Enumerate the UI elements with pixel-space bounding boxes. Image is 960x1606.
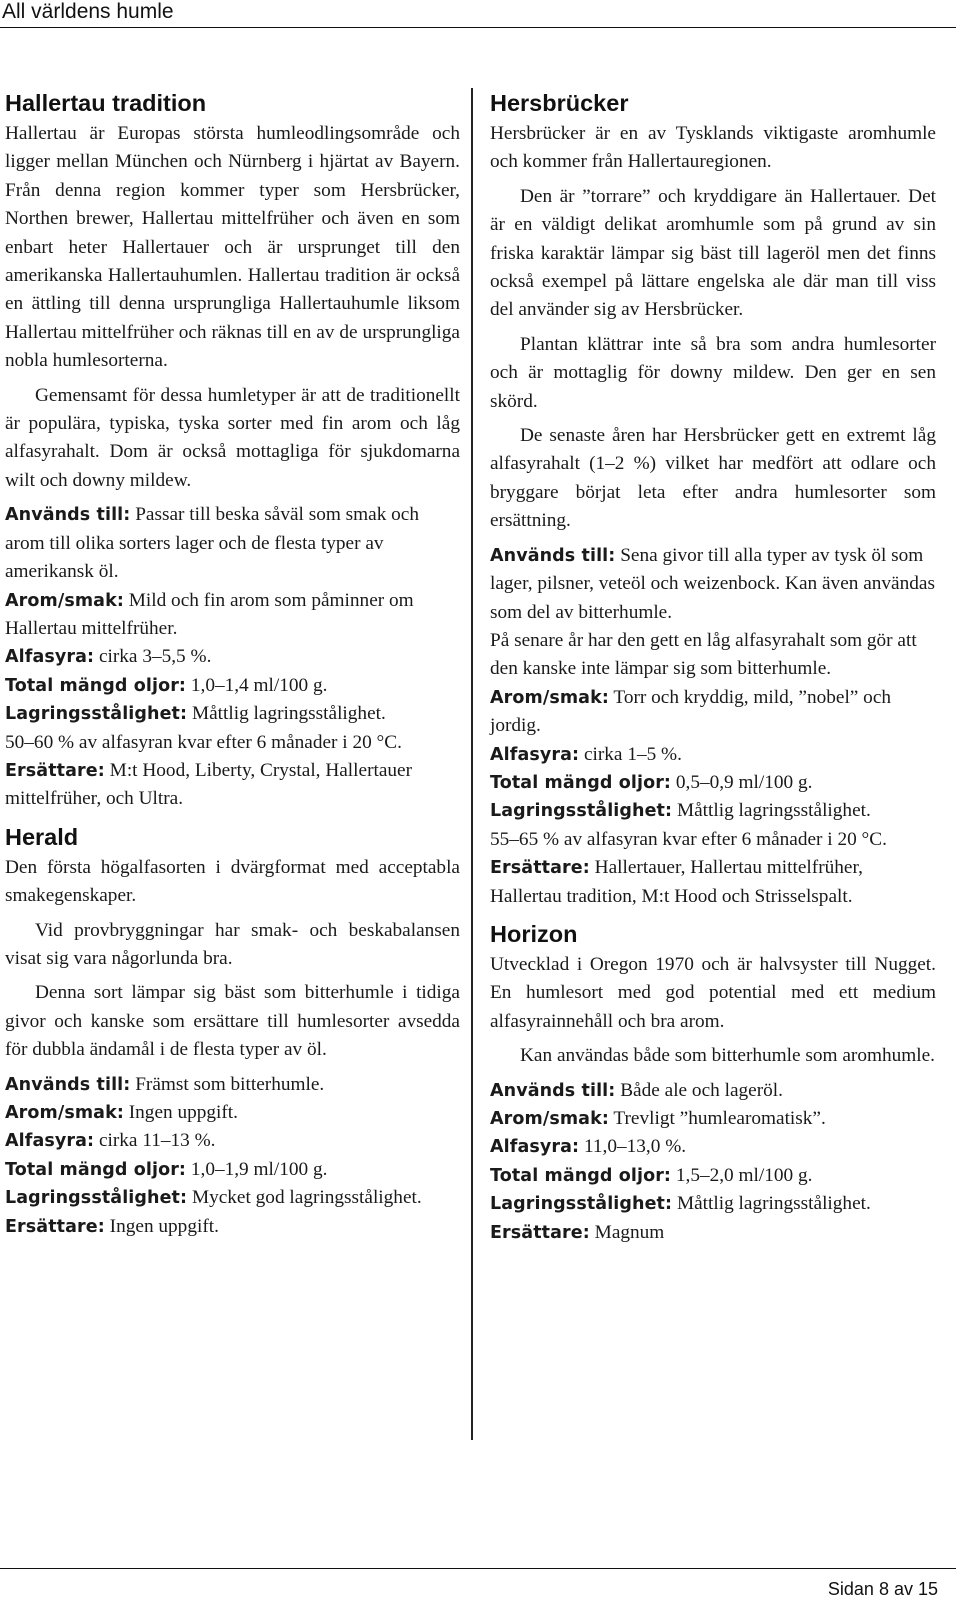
fact-value: 1,0–1,9 ml/100 g.: [186, 1158, 328, 1180]
fact-storage: [5, 700, 460, 728]
heading-hallertau-tradition: Hallertau tradition: [5, 90, 207, 116]
paragraph: Gemensamt för dessa humletyper är att de traditionellt är populära, typiska, tyska sorter med fin arom och låg alfasyrahalt. Dom är också mottagliga för sjukdomarna wilt och downy mildew.: [5, 384, 460, 491]
fact-label: Ersättare:: [490, 1222, 590, 1243]
fact-value: M:t Hood, Liberty, Crystal, Hallertauer mittelfrüher, och Ultra.: [5, 759, 413, 810]
fact-value: Ingen uppgift.: [123, 1102, 238, 1123]
fact-label: Alfasyra:: [490, 744, 580, 765]
fact-value: Magnum: [589, 1221, 665, 1243]
fact-oil: [490, 769, 936, 797]
fact-alpha: [5, 1127, 460, 1155]
section-horizon: [490, 919, 936, 1247]
fact-aroma: [5, 587, 460, 644]
left-column: [5, 84, 460, 1249]
fact-used-extra: På senare år har den gett en låg alfasyrahalt som gör att den kanske inte lämpar sig som bitterhumle.: [490, 629, 917, 680]
fact-substitutes: [5, 757, 460, 814]
heading-herald: Herald: [5, 823, 79, 850]
fact-label: Alfasyra:: [5, 1131, 95, 1152]
fact-label: Lagringsstålighet:: [5, 1188, 188, 1209]
fact-label: Arom/smak:: [490, 687, 609, 708]
fact-label: Lagringsstålighet:: [5, 704, 188, 725]
fact-value: Torr och kryddig, mild, ”nobel” och jordig.: [490, 686, 892, 737]
page-footer: [0, 1568, 956, 1606]
fact-label: Alfasyra:: [5, 647, 95, 668]
paragraph: Hersbrücker är en av Tysklands viktigaste aromhumle och kommer från Hallertauregionen.: [490, 123, 936, 173]
fact-oil: [5, 672, 460, 700]
fact-used: [490, 1077, 936, 1105]
right-column: [490, 84, 936, 1255]
fact-value: Trevligt ”humlearomatisk”.: [608, 1108, 826, 1129]
fact-value: Måttlig lagringsstålighet.: [672, 800, 871, 822]
fact-value: Mycket god lagringsstålighet.: [187, 1187, 422, 1209]
heading-hersbrucker: Hersbrücker: [490, 90, 629, 116]
fact-value: cirka 11–13 %.: [94, 1130, 216, 1152]
fact-value: Både ale och lageröl.: [615, 1079, 783, 1101]
fact-label: Lagringsstålighet:: [490, 801, 673, 822]
heading-horizon: Horizon: [490, 920, 578, 947]
fact-aroma: [490, 1105, 936, 1133]
fact-substitutes: [490, 1219, 936, 1247]
fact-value: cirka 1–5 %.: [579, 743, 682, 765]
fact-value: cirka 3–5,5 %.: [94, 646, 212, 668]
fact-aroma: [490, 684, 936, 741]
fact-value: Sena givor till alla typer av tysk öl som lager, pilsner, veteöl och weizenbock. Kan även användas som del av bitterhumle.: [490, 544, 935, 623]
fact-used: [490, 542, 936, 627]
facts-list: [490, 1077, 936, 1247]
section-herald: [5, 822, 460, 1241]
facts-list: [5, 1071, 460, 1241]
section-hersbrucker: [490, 88, 936, 911]
fact-storage-extra: 50–60 % av alfasyran kvar efter 6 månader i 20 °C.: [5, 731, 402, 753]
fact-used: [5, 501, 460, 586]
page-number: Sidan 8 av 15: [827, 1579, 938, 1599]
paragraph: Kan användas både som bitterhumle som aromhumle.: [520, 1045, 935, 1067]
fact-value: 1,5–2,0 ml/100 g.: [671, 1164, 813, 1186]
paragraph: De senaste åren har Hersbrücker gett en extremt låg alfasyrahalt (1–2 %) vilket har medfört att odlare och bryggare börjat leta efter andra humlesorter som ersättning.: [490, 425, 936, 532]
fact-alpha: [5, 643, 460, 671]
page-header: [0, 0, 956, 28]
paragraph: Den är ”torrare” och kryddigare än Hallertauer. Det är en väldigt delikat aromhumle som på grund av sin friska karaktär lämpar sig bäst till lageröl men det finns också exempel på lättare engelska ale där man till viss del använder sig av Hersbrücker.: [490, 185, 936, 321]
fact-storage: [490, 797, 936, 825]
document-title: All världens humle: [2, 0, 174, 23]
fact-value: Passar till beska såväl som smak och arom till olika sorters lager och de flesta typer av amerikansk öl.: [5, 504, 420, 583]
fact-label: Total mängd oljor:: [5, 675, 187, 696]
fact-oil: [5, 1156, 460, 1184]
fact-storage: [490, 1190, 936, 1218]
fact-label: Används till:: [5, 505, 131, 526]
fact-alpha: [490, 1133, 936, 1161]
fact-label: Lagringsstålighet:: [490, 1194, 673, 1215]
fact-label: Ersättare:: [5, 1216, 105, 1237]
fact-storage-extra: 55–65 % av alfasyran kvar efter 6 månader i 20 °C.: [490, 828, 887, 850]
fact-label: Total mängd oljor:: [490, 772, 672, 793]
fact-value: Ingen uppgift.: [104, 1215, 219, 1237]
fact-alpha: [490, 741, 936, 769]
fact-value: Hallertauer, Hallertau mittelfrüher, Hallertau tradition, M:t Hood och Strisselspalt.: [490, 857, 863, 907]
fact-label: Ersättare:: [5, 760, 105, 781]
paragraph: Utvecklad i Oregon 1970 och är halvsyster till Nugget. En humlesort med god potential med ett medium alfasyrainnehåll och bra arom.: [490, 953, 936, 1032]
fact-label: Arom/smak:: [5, 1103, 124, 1123]
fact-value: 0,5–0,9 ml/100 g.: [671, 771, 813, 793]
fact-label: Arom/smak:: [490, 1109, 609, 1129]
fact-storage: [5, 1184, 460, 1212]
fact-label: Används till:: [490, 545, 616, 566]
fact-label: Total mängd oljor:: [5, 1159, 187, 1180]
fact-value: Måttlig lagringsstålighet.: [187, 703, 386, 725]
fact-label: Används till:: [5, 1074, 131, 1095]
facts-list: [490, 542, 936, 911]
fact-label: Arom/smak:: [5, 590, 124, 611]
fact-value: Främst som bitterhumle.: [130, 1073, 325, 1095]
paragraph: Den första högalfasorten i dvärgformat med acceptabla smakegenskaper.: [5, 856, 460, 907]
column-divider: [471, 88, 473, 1440]
fact-substitutes: [490, 854, 936, 911]
paragraph: Vid provbryggningar har smak- och beskabalansen visat sig vara någorlunda bra.: [5, 919, 460, 969]
fact-label: Används till:: [490, 1080, 616, 1101]
paragraph: Plantan klättrar inte så bra som andra humlesorter och är mottaglig för downy mildew. Den ger en sen skörd.: [490, 333, 936, 412]
fact-used: [5, 1071, 460, 1099]
paragraph: Denna sort lämpar sig bäst som bitterhumle i tidiga givor och kanske som ersättare till humlesorter avsedda för dubbla ändamål i de flesta typer av öl.: [5, 982, 460, 1061]
fact-oil: [490, 1162, 936, 1190]
fact-label: Total mängd oljor:: [490, 1165, 672, 1186]
fact-value: Mild och fin arom som påminner om Hallertau mittelfrüher.: [5, 589, 414, 639]
fact-value: 11,0–13,0 %.: [579, 1136, 687, 1158]
fact-substitutes: [5, 1213, 460, 1241]
fact-aroma: [5, 1099, 460, 1127]
fact-label: Alfasyra:: [490, 1137, 580, 1158]
fact-value: 1,0–1,4 ml/100 g.: [186, 674, 328, 696]
facts-list: [5, 501, 460, 813]
fact-value: Måttlig lagringsstålighet.: [672, 1193, 871, 1215]
fact-label: Ersättare:: [490, 858, 590, 879]
section-hallertau-tradition: [5, 88, 460, 814]
paragraph: Hallertau är Europas största humleodlingsområde och ligger mellan München och Nürnberg i hjärtat av Bayern. Från denna region kommer typer som Hersbrücker, Northen brewer, Hallertau mittelfrüher och även en som enbart heter Hallertauer och är ursprunget till den amerikanska Hallertauhumlen. Hallertau tradition är också en ättling till denna ursprungliga Hallertauhumle liksom Hallertau mittelfrüher och räknas till en av de ursprungliga nobla humlesorterna.: [5, 123, 460, 372]
